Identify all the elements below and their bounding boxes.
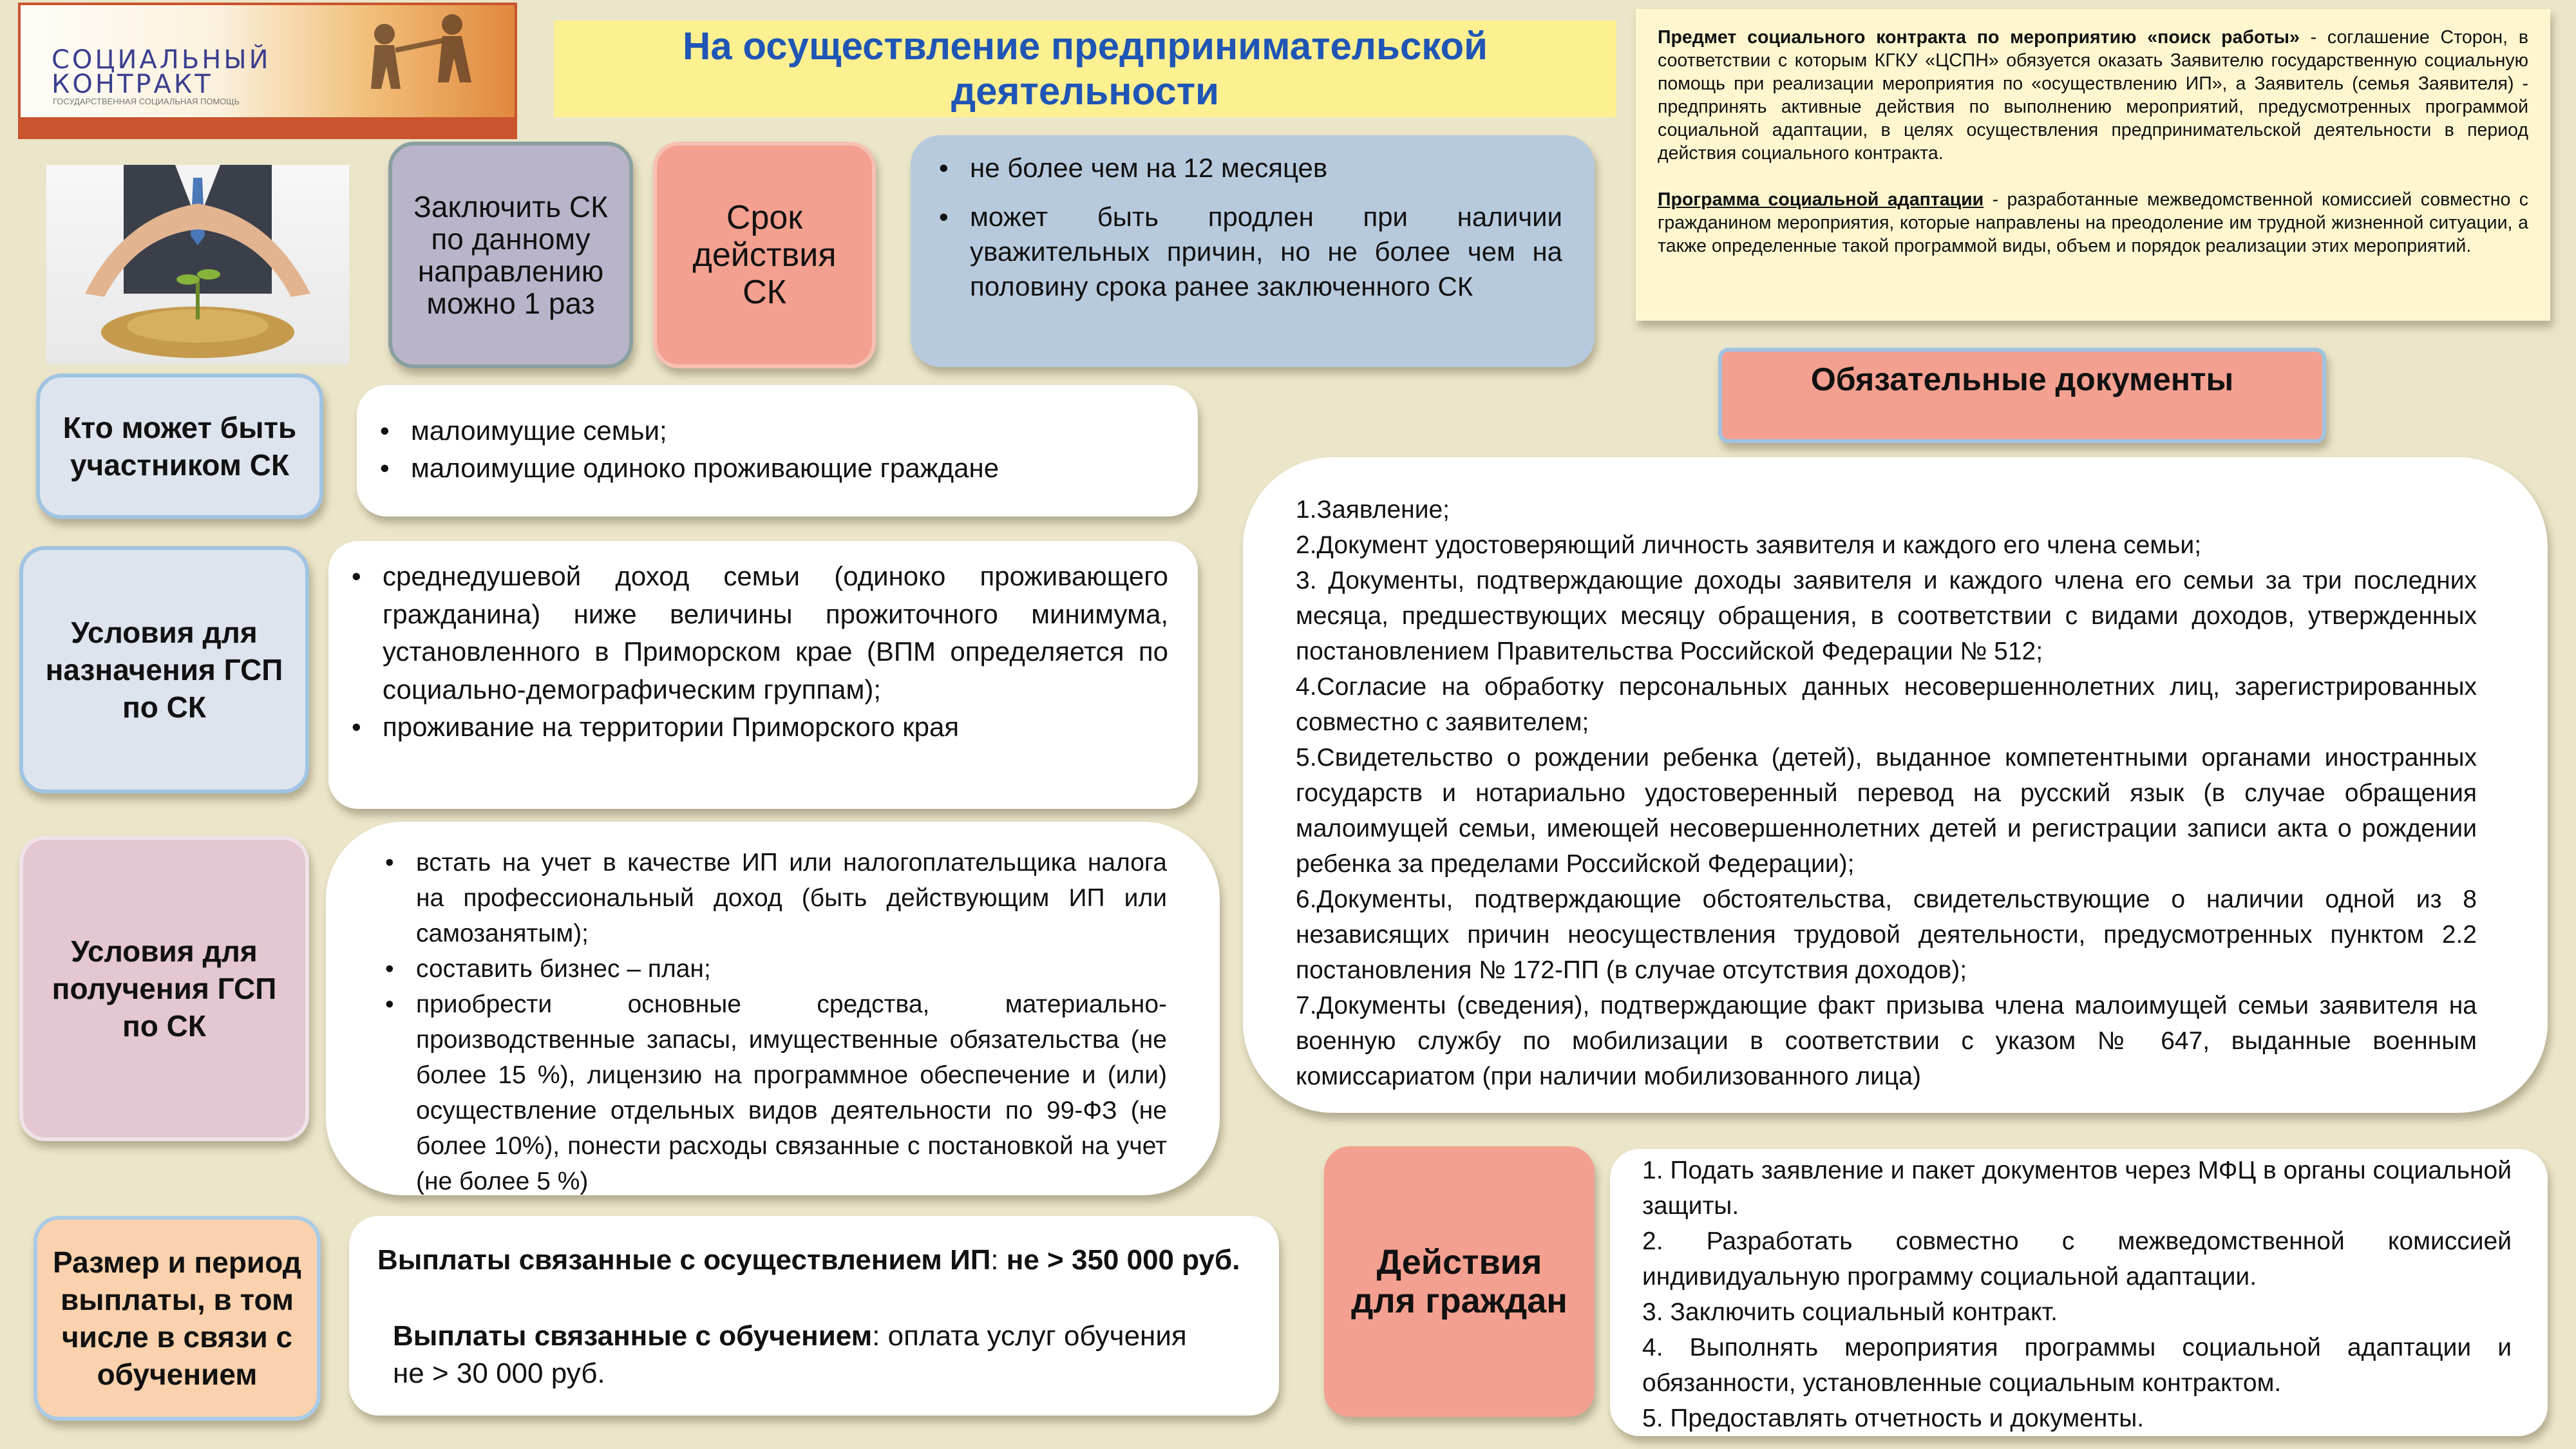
- list-item: 5.Свидетельство о рождении ребенка (детей), выданное компетентными органами иностранных государств и нотариально удостоверенный перевод на русский язык (в случае обращения малоимущей семьи, имеющей несовершеннолетних детей и регистрации записи акта о рождении ребенка за пределами Российской Федерации);: [1296, 744, 2477, 878]
- list-item: 2.Документ удостоверяющий личность заявителя и каждого его члена семьи;: [1296, 531, 2202, 559]
- contract-subject-term: Предмет социального контракта по мероприятию «поиск работы»: [1658, 27, 2300, 48]
- documents-panel: [1243, 457, 2548, 1113]
- list-item: • малоимущие семьи;: [370, 413, 1172, 448]
- people-silhouette-icon: [323, 5, 516, 121]
- assignment-conditions-label: [19, 546, 309, 793]
- actions-label: [1324, 1146, 1595, 1417]
- participants-label-text: Кто может быть участником СК: [62, 411, 297, 482]
- contract-subject-text: - соглашение Сторон, в соответствии с которым КГКУ «ЦСПН» обязуется оказать Заявителю государственную социальную помощь при реализации мероприятия по «осуществлению ИП», а Заявитель (семья Заявителя) - предпринять активные действия по выполнению мероприятий, предусмотренных программой социальной адаптации, в целях осуществления предпринимательской деятельности в период действия социального контракта.: [1658, 27, 2528, 164]
- business-growth-photo: [46, 165, 349, 365]
- definition-panel: [1636, 9, 2550, 321]
- list-item: • проживание на территории Приморского края: [341, 708, 1168, 746]
- documents-header-text: Обязательные документы: [1810, 361, 2234, 397]
- training-payment-text: : оплата услуг обучения: [872, 1320, 1187, 1352]
- training-payment-line: [377, 1318, 1260, 1355]
- title-line-2: деятельности: [951, 70, 1219, 113]
- list-item: 7.Документы (сведения), подтверждающие факт призыва члена малоимущей семьи заявителя на военную службу по мобилизации в соответствии с указом № 647, выданные военным комиссариатом (при наличии мобилизованного лица): [1296, 992, 2477, 1090]
- receiving-conditions-panel: [326, 822, 1220, 1195]
- contract-term-label-text: Срок действия СК: [692, 199, 837, 311]
- list-item: • не более чем на 12 месяцев: [929, 151, 1562, 185]
- list-item: • среднедушевой доход семьи (одиноко проживающего гражданина) ниже величины прожиточного минимума, установленного в Приморском крае (ВПМ определяется по социально-демографическим группам);: [341, 558, 1168, 708]
- one-time-contract-text: Заключить СК по данному направлению можно 1 раз: [413, 190, 608, 320]
- list-item: • встать на учет в качестве ИП или налогоплательщика налога на профессиональный доход (быть действующим ИП или самозанятым);: [375, 845, 1167, 951]
- contract-term-panel: [911, 135, 1595, 367]
- contract-subject-paragraph: [1658, 26, 2528, 165]
- list-item: 6.Документы, подтверждающие обстоятельства, свидетельствующие о наличии одной из 8 независящих причин неосуществления трудовой деятельности, предусмотренных пунктом 2.2 постановления № 172-ПП (в случае отсутствия доходов);: [1296, 886, 2477, 984]
- list-item: • может быть продлен при наличии уважительных причин, но не более чем на половину срока ранее заключенного СК: [929, 200, 1562, 304]
- page-title: [554, 21, 1616, 117]
- logo-line-2: КОНТРАКТ: [52, 70, 213, 99]
- actions-list: [1642, 1153, 2512, 1436]
- actions-panel: [1610, 1149, 2548, 1436]
- payments-panel: [349, 1216, 1279, 1416]
- participants-list: [370, 413, 1172, 486]
- assignment-conditions-label-text: Условия для назначения ГСП по СК: [45, 616, 283, 724]
- receiving-conditions-label: [19, 836, 309, 1141]
- assignment-conditions-panel: [328, 541, 1198, 809]
- logo-line-3: ГОСУДАРСТВЕННАЯ СОЦИАЛЬНАЯ ПОМОЩЬ: [53, 97, 240, 106]
- contract-term-label: [653, 142, 876, 368]
- contract-term-list: [929, 151, 1562, 304]
- training-payment-limit: не > 30 000 руб.: [393, 1358, 605, 1389]
- list-item: 4.Согласие на обработку персональных данных несовершеннолетних лиц, зарегистрированных совместно с заявителем;: [1296, 673, 2477, 736]
- receiving-conditions-list: [375, 845, 1167, 1199]
- list-item: • приобрести основные средства, материально-производственные запасы, имущественные обязательства (не более 15 %), лицензию на программное обеспечение и (или) осуществление отдельных видов деятельности по 99-ФЗ (не более 10%), понести расходы связанные с постановкой на учет (не более 5 %): [375, 987, 1167, 1199]
- list-item: • малоимущие одиноко проживающие граждане: [370, 451, 1172, 486]
- documents-header: [1718, 348, 2326, 443]
- list-item: 3. Документы, подтверждающие доходы заявителя и каждого члена его семьи за три последних месяца, предшествующих месяцу обращения, в соответствии с видами доходов, утвержденных постановлением Правительства Российской Федерации № 512;: [1296, 567, 2477, 665]
- one-time-contract-note: [388, 142, 633, 368]
- participants-label: [36, 374, 323, 519]
- title-line-1: На осуществление предпринимательской: [683, 24, 1488, 68]
- adaptation-program-paragraph: [1658, 188, 2528, 258]
- list-item: 1.Заявление;: [1296, 496, 1450, 524]
- assignment-conditions-list: [341, 558, 1168, 746]
- adaptation-program-text: - разработанные межведомственной комиссией совместно с гражданином мероприятия, которые направлены на преодоление им трудной жизненной ситуации, а также определенные такой программой виды, объем и порядок реализации этих мероприятий.: [1658, 189, 2528, 256]
- training-payment-term: Выплаты связанные с обучением: [393, 1320, 873, 1352]
- logo-line-1: СОЦИАЛЬНЫЙ: [52, 45, 271, 75]
- business-payment-separator: :: [990, 1244, 1007, 1276]
- business-payment-line: [377, 1242, 1260, 1279]
- hands-over-coins-icon: [46, 165, 349, 365]
- list-item: • составить бизнес – план;: [375, 951, 1167, 987]
- adaptation-program-term: Программа социальной адаптации: [1658, 189, 1984, 210]
- list-item: 1. Подать заявление и пакет документов через МФЦ в органы социальной защиты.: [1642, 1157, 2512, 1220]
- payments-label: [33, 1216, 321, 1421]
- participants-panel: [357, 385, 1198, 516]
- actions-label-text: Действия для граждан: [1351, 1243, 1567, 1320]
- list-item: 3. Заключить социальный контракт.: [1642, 1298, 2058, 1326]
- logo-bottom-bar: [21, 117, 515, 137]
- business-payment-value: не > 350 000 руб.: [1006, 1244, 1240, 1276]
- payments-label-text: Размер и период выплаты, в том числе в связи с обучением: [53, 1245, 301, 1391]
- business-payment-term: Выплаты связанные с осуществлением ИП: [377, 1244, 991, 1276]
- list-item: 2. Разработать совместно с межведомственной комиссией индивидуальную программу социальной адаптации.: [1642, 1227, 2512, 1291]
- social-contract-logo: [18, 3, 517, 139]
- documents-list: [1296, 492, 2477, 1094]
- receiving-conditions-label-text: Условия для получения ГСП по СК: [52, 934, 277, 1043]
- list-item: 5. Предоставлять отчетность и документы.: [1642, 1405, 2145, 1432]
- list-item: 4. Выполнять мероприятия программы социальной адаптации и обязанности, установленные социальным контрактом.: [1642, 1334, 2512, 1397]
